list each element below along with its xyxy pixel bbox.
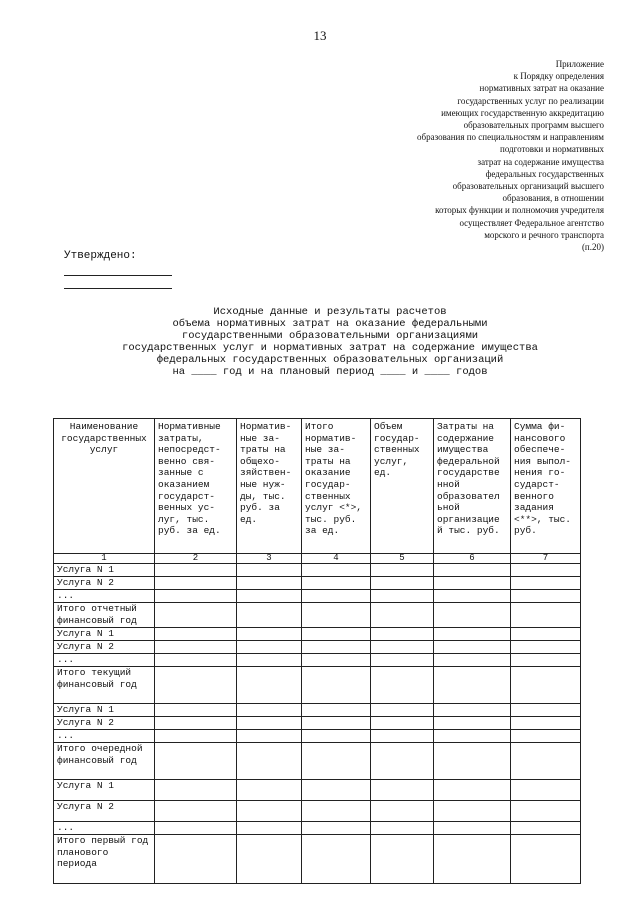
empty-cell (371, 717, 434, 730)
appendix-line: подготовки и нормативных (500, 144, 604, 155)
empty-cell (511, 577, 581, 590)
row-label: Услуга N 1 (54, 564, 155, 577)
empty-cell (237, 780, 302, 801)
row-label: Итого очередной финансовый год (54, 743, 155, 780)
empty-cell (511, 590, 581, 603)
empty-cell (434, 780, 511, 801)
appendix-line: образовательных программ высшего (463, 120, 604, 131)
row-label: Услуга N 2 (54, 577, 155, 590)
appendix-line: образования, в отношении (502, 193, 604, 204)
empty-cell (237, 577, 302, 590)
empty-cell (237, 822, 302, 835)
empty-cell (302, 717, 371, 730)
column-header: Итого норматив-ные за-траты на оказание государ-ственных услуг <*>, тыс. руб. за ед. (302, 419, 371, 554)
row-label: ... (54, 654, 155, 667)
table-row (54, 704, 581, 717)
empty-cell (371, 577, 434, 590)
empty-cell (237, 801, 302, 822)
appendix-line: имеющих государственную аккредитацию (441, 107, 604, 118)
empty-cell (434, 667, 511, 704)
empty-cell (371, 564, 434, 577)
empty-cell (237, 641, 302, 654)
empty-cell (434, 564, 511, 577)
empty-cell (371, 780, 434, 801)
appendix-line: морского и речного транспорта (484, 229, 604, 240)
table-row (54, 564, 581, 577)
empty-cell (371, 667, 434, 704)
column-number: 2 (155, 554, 237, 564)
table-row (54, 801, 581, 822)
empty-cell (302, 835, 371, 884)
column-number: 7 (511, 554, 581, 564)
appendix-line: образовательных организаций высшего (452, 181, 604, 192)
empty-cell (155, 577, 237, 590)
empty-cell (302, 590, 371, 603)
table-row (54, 822, 581, 835)
column-number-row (54, 554, 581, 564)
empty-cell (371, 654, 434, 667)
empty-cell (434, 801, 511, 822)
empty-cell (511, 704, 581, 717)
empty-cell (511, 628, 581, 641)
table-row (54, 590, 581, 603)
empty-cell (237, 704, 302, 717)
appendix-line: к Порядку определения (513, 71, 604, 82)
empty-cell (371, 704, 434, 717)
row-label: Услуга N 1 (54, 704, 155, 717)
empty-cell (511, 564, 581, 577)
table-header-row (54, 419, 581, 554)
appendix-line: нормативных затрат на оказание (479, 83, 604, 94)
empty-cell (302, 780, 371, 801)
table-row (54, 835, 581, 884)
empty-cell (155, 835, 237, 884)
appendix-line: образования по специальностям и направлениям (417, 132, 604, 143)
empty-cell (237, 628, 302, 641)
empty-cell (434, 654, 511, 667)
empty-cell (237, 835, 302, 884)
row-label: Услуга N 2 (54, 717, 155, 730)
empty-cell (237, 654, 302, 667)
title-line: государственными образовательными организациями (181, 330, 479, 342)
empty-cell (434, 577, 511, 590)
appendix-line: государственных услуг по реализации (457, 95, 604, 106)
column-number: 6 (434, 554, 511, 564)
empty-cell (511, 641, 581, 654)
empty-cell (434, 730, 511, 743)
empty-cell (511, 603, 581, 628)
empty-cell (155, 590, 237, 603)
empty-cell (511, 835, 581, 884)
table-row (54, 577, 581, 590)
column-number: 1 (54, 554, 155, 564)
empty-cell (371, 822, 434, 835)
row-label: Итого первый год планового периода (54, 835, 155, 884)
empty-cell (155, 730, 237, 743)
column-header: Наименование государственных услуг (54, 419, 155, 554)
row-label: Услуга N 1 (54, 780, 155, 801)
empty-cell (371, 628, 434, 641)
empty-cell (237, 667, 302, 704)
table-row (54, 717, 581, 730)
appendix-line: осуществляет Федеральное агентство (459, 217, 604, 228)
empty-cell (434, 628, 511, 641)
page-number: 13 (313, 28, 327, 43)
table-row (54, 641, 581, 654)
empty-cell (237, 717, 302, 730)
empty-cell (155, 717, 237, 730)
table-row (54, 654, 581, 667)
table-row (54, 730, 581, 743)
approved-label: Утверждено: (64, 250, 137, 262)
empty-cell (434, 822, 511, 835)
empty-cell (511, 743, 581, 780)
row-label: Услуга N 1 (54, 628, 155, 641)
empty-cell (302, 822, 371, 835)
table-row (54, 743, 581, 780)
empty-cell (237, 590, 302, 603)
empty-cell (434, 743, 511, 780)
empty-cell (302, 667, 371, 704)
empty-cell (511, 730, 581, 743)
empty-cell (237, 730, 302, 743)
signature-line (64, 275, 172, 276)
column-header: Нормативные затраты, непосредст-венно свя-занные с оказанием государст-венных ус-луг, тыс. руб. за ед. (155, 419, 237, 554)
appendix-line: Приложение (555, 59, 604, 69)
title-line: государственных услуг и нормативных затрат на содержание имущества (122, 342, 538, 354)
title-line: Исходные данные и результаты расчетов (213, 306, 447, 318)
empty-cell (371, 730, 434, 743)
empty-cell (155, 743, 237, 780)
empty-cell (302, 603, 371, 628)
empty-cell (434, 835, 511, 884)
empty-cell (302, 641, 371, 654)
empty-cell (434, 717, 511, 730)
row-label: Услуга N 2 (54, 641, 155, 654)
empty-cell (302, 577, 371, 590)
column-number: 3 (237, 554, 302, 564)
row-label: Услуга N 2 (54, 801, 155, 822)
empty-cell (434, 704, 511, 717)
appendix-line: затрат на содержание имущества (477, 156, 604, 167)
empty-cell (155, 667, 237, 704)
table-row (54, 667, 581, 704)
empty-cell (302, 730, 371, 743)
empty-cell (302, 704, 371, 717)
empty-cell (237, 564, 302, 577)
row-label: ... (54, 590, 155, 603)
calculation-table (53, 418, 581, 884)
empty-cell (237, 743, 302, 780)
empty-cell (155, 564, 237, 577)
empty-cell (434, 590, 511, 603)
column-header: Затраты на содержание имущества федеральной государстве нной образовател ьной организацие й тыс. руб. (434, 419, 511, 554)
appendix-line: которых функции и полномочия учредителя (435, 205, 604, 216)
empty-cell (155, 654, 237, 667)
table-row (54, 780, 581, 801)
row-label: ... (54, 822, 155, 835)
empty-cell (155, 641, 237, 654)
title-line: федеральных государственных образовательных организаций (156, 354, 504, 366)
empty-cell (302, 654, 371, 667)
empty-cell (434, 603, 511, 628)
empty-cell (155, 801, 237, 822)
empty-cell (511, 801, 581, 822)
empty-cell (511, 780, 581, 801)
document-title (60, 306, 600, 378)
column-header: Объем государ-ственных услуг, ед. (371, 419, 434, 554)
empty-cell (302, 743, 371, 780)
column-header: Сумма фи-нансового обеспече-ния выпол-нения го-сударст-венного задания <**>, тыс. руб. (511, 419, 581, 554)
empty-cell (371, 801, 434, 822)
empty-cell (237, 603, 302, 628)
empty-cell (511, 822, 581, 835)
title-line: на ____ год и на плановый период ____ и ____ годов (172, 366, 488, 378)
appendix-line: (п.20) (581, 242, 604, 253)
empty-cell (302, 801, 371, 822)
table-row (54, 603, 581, 628)
column-number: 5 (371, 554, 434, 564)
empty-cell (155, 603, 237, 628)
row-label: ... (54, 730, 155, 743)
empty-cell (434, 641, 511, 654)
empty-cell (155, 628, 237, 641)
empty-cell (302, 628, 371, 641)
table-row (54, 628, 581, 641)
empty-cell (155, 780, 237, 801)
empty-cell (302, 564, 371, 577)
appendix-line: федеральных государственных (485, 168, 604, 179)
row-label: Итого текущий финансовый год (54, 667, 155, 704)
empty-cell (511, 667, 581, 704)
appendix-note (344, 58, 604, 253)
empty-cell (511, 717, 581, 730)
column-number: 4 (302, 554, 371, 564)
column-header: Норматив-ные за-траты на общехо-зяйствен-ные нуж-ды, тыс. руб. за ед. (237, 419, 302, 554)
empty-cell (511, 654, 581, 667)
empty-cell (155, 704, 237, 717)
row-label: Итого отчетный финансовый год (54, 603, 155, 628)
empty-cell (371, 743, 434, 780)
empty-cell (371, 641, 434, 654)
empty-cell (371, 590, 434, 603)
signature-line (64, 288, 172, 289)
title-line: объема нормативных затрат на оказание федеральными (172, 318, 488, 330)
empty-cell (371, 603, 434, 628)
empty-cell (155, 822, 237, 835)
empty-cell (371, 835, 434, 884)
